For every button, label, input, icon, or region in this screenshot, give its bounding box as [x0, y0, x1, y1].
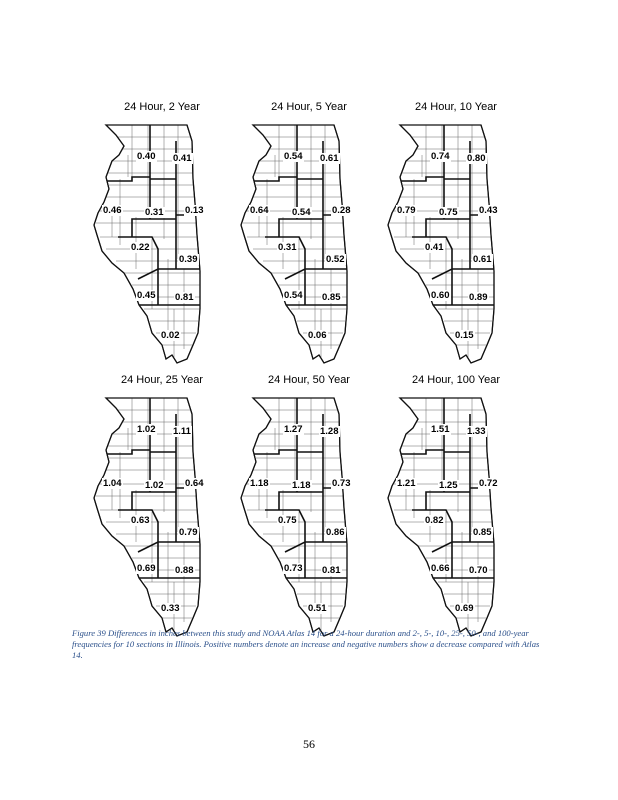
section-value-label: 1.18	[292, 480, 311, 491]
map-title: 24 Hour, 10 Year	[415, 101, 497, 113]
section-value-label: 0.64	[250, 205, 269, 216]
section-value-label: 0.39	[179, 254, 198, 265]
section-value-label: 0.86	[326, 527, 345, 538]
section-value-label: 0.80	[467, 153, 486, 164]
page-number: 56	[303, 737, 315, 751]
section-value-label: 1.51	[431, 424, 450, 435]
section-value-label: 0.45	[137, 290, 156, 301]
section-value-label: 0.52	[326, 254, 345, 265]
map-title: 24 Hour, 50 Year	[268, 374, 350, 386]
section-value-label: 0.33	[161, 603, 180, 614]
section-value-label: 1.02	[145, 480, 164, 491]
section-value-label: 0.89	[469, 292, 488, 303]
figure-caption: Figure 39 Differences in inches between this study and NOAA Atlas 14 for a 24-hour duration and 2-, 5-, 10-, 25-, 50-, and 100-year frequencies for 10 sections in Illinois. Positive numbers denote an increase and negative numbers show a decrease compared with Atlas 14.	[72, 628, 540, 660]
map-title: 24 Hour, 2 Year	[124, 101, 200, 113]
section-value-label: 1.25	[439, 480, 458, 491]
section-value-label: 0.69	[455, 603, 474, 614]
section-value-label: 1.21	[397, 478, 416, 489]
section-value-label: 1.28	[320, 426, 339, 437]
section-value-label: 0.85	[473, 527, 492, 538]
section-value-label: 0.88	[175, 565, 194, 576]
section-value-label: 0.66	[431, 563, 450, 574]
section-value-label: 0.75	[278, 515, 297, 526]
section-value-label: 0.64	[185, 478, 204, 489]
map-panel-100yr	[386, 374, 526, 636]
map-panel-50yr	[239, 374, 379, 636]
section-value-label: 0.85	[322, 292, 341, 303]
section-value-label: 0.70	[469, 565, 488, 576]
section-value-label: 0.63	[131, 515, 150, 526]
section-value-label: 0.22	[131, 242, 150, 253]
section-value-label: 0.06	[308, 330, 327, 341]
section-value-label: 0.41	[425, 242, 444, 253]
section-value-label: 0.54	[292, 207, 311, 218]
section-value-label: 0.74	[431, 151, 450, 162]
section-value-label: 0.72	[479, 478, 498, 489]
section-value-label: 0.31	[145, 207, 164, 218]
section-value-label: 0.02	[161, 330, 180, 341]
section-value-label: 0.81	[322, 565, 341, 576]
section-value-label: 1.27	[284, 424, 303, 435]
section-value-label: 0.41	[173, 153, 192, 164]
section-value-label: 0.46	[103, 205, 122, 216]
section-value-label: 0.31	[278, 242, 297, 253]
section-value-label: 0.54	[284, 290, 303, 301]
map-panel-25yr	[92, 374, 232, 636]
section-value-label: 0.82	[425, 515, 444, 526]
section-value-label: 0.15	[455, 330, 474, 341]
section-value-label: 0.40	[137, 151, 156, 162]
section-value-label: 0.75	[439, 207, 458, 218]
map-title: 24 Hour, 5 Year	[271, 101, 347, 113]
map-title: 24 Hour, 100 Year	[411, 374, 501, 386]
map-panel-10yr	[386, 101, 526, 363]
section-value-label: 1.11	[173, 426, 191, 437]
map-panel-5yr	[239, 101, 379, 363]
section-value-label: 0.69	[137, 563, 156, 574]
section-value-label: 0.61	[473, 254, 492, 265]
section-value-label: 0.81	[175, 292, 194, 303]
section-value-label: 0.79	[397, 205, 416, 216]
section-value-label: 0.79	[179, 527, 198, 538]
map-title: 24 Hour, 25 Year	[121, 374, 203, 386]
section-value-label: 1.33	[467, 426, 486, 437]
section-value-label: 0.54	[284, 151, 303, 162]
map-panel-2yr	[92, 101, 232, 363]
section-value-label: 1.02	[137, 424, 156, 435]
section-value-label: 0.43	[479, 205, 498, 216]
section-value-label: 1.18	[250, 478, 269, 489]
section-value-label: 0.61	[320, 153, 339, 164]
section-value-label: 0.73	[332, 478, 351, 489]
section-value-label: 0.13	[185, 205, 204, 216]
section-value-label: 0.51	[308, 603, 327, 614]
section-value-label: 1.04	[103, 478, 122, 489]
section-value-label: 0.60	[431, 290, 450, 301]
section-value-label: 0.28	[332, 205, 351, 216]
section-value-label: 0.73	[284, 563, 303, 574]
